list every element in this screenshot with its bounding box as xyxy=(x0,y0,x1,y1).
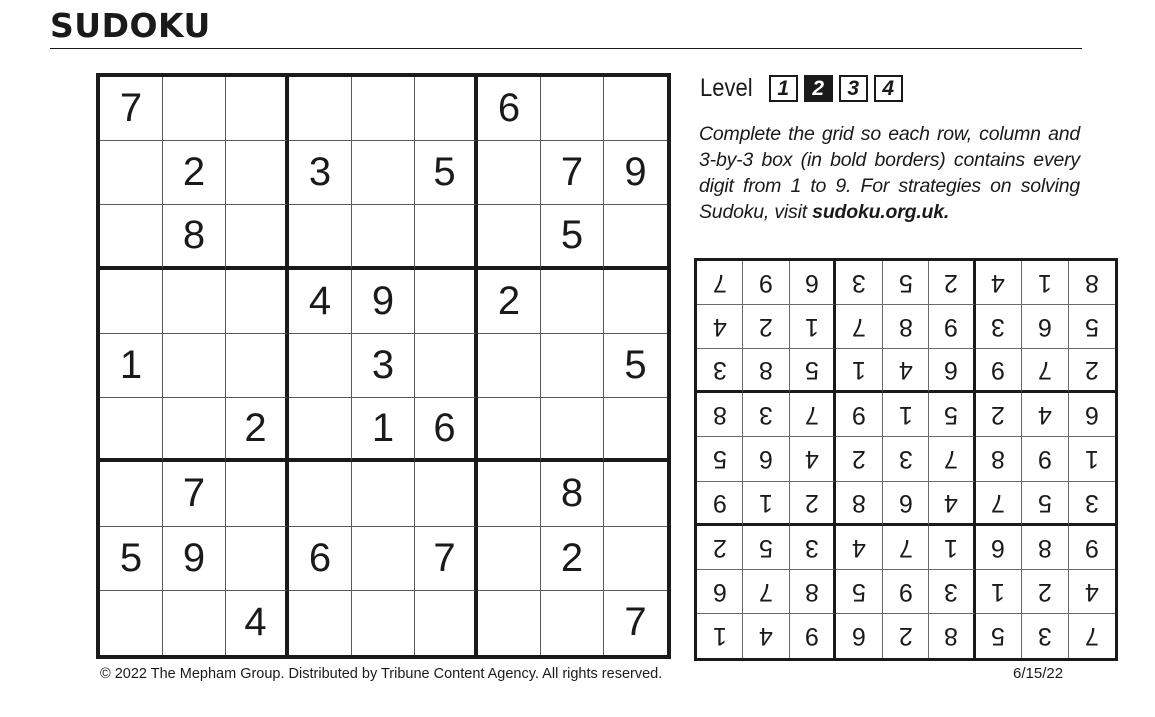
solution-cell xyxy=(836,614,882,658)
solution-cell xyxy=(883,349,929,393)
solution-digit: 3 xyxy=(804,533,819,562)
solution-cell xyxy=(790,305,836,349)
solution-digit: 3 xyxy=(759,401,774,430)
puzzle-cell xyxy=(100,205,163,269)
solution-cell xyxy=(929,349,975,393)
solution-digit: 3 xyxy=(898,445,913,474)
solution-digit: 7 xyxy=(852,313,866,342)
puzzle-cell xyxy=(100,398,163,462)
solution-cell xyxy=(1069,482,1115,526)
solution-cell xyxy=(976,305,1022,349)
solution-cell xyxy=(1022,482,1068,526)
solution-digit: 8 xyxy=(898,313,913,342)
puzzle-cell: 2 xyxy=(541,527,604,591)
solution-cell xyxy=(976,437,1022,481)
puzzle-cell xyxy=(289,334,352,398)
puzzle-cell: 5 xyxy=(100,527,163,591)
solution-digit: 3 xyxy=(712,356,727,385)
puzzle-cell: 5 xyxy=(415,141,478,205)
puzzle-cell: 8 xyxy=(163,205,226,269)
solution-cell xyxy=(929,437,975,481)
solution-cell xyxy=(929,526,975,570)
puzzle-cell: 8 xyxy=(541,462,604,526)
solution-cell xyxy=(697,614,743,658)
puzzle-cell: 9 xyxy=(163,527,226,591)
solution-cell xyxy=(790,437,836,481)
solution-digit: 9 xyxy=(804,622,819,651)
puzzle-cell xyxy=(226,462,289,526)
solution-digit: 8 xyxy=(1037,533,1052,562)
solution-cell xyxy=(1069,570,1115,614)
solution-digit: 1 xyxy=(759,488,774,517)
puzzle-grid xyxy=(96,73,671,659)
solution-digit: 8 xyxy=(991,445,1006,474)
puzzle-cell: 3 xyxy=(289,141,352,205)
puzzle-cell xyxy=(604,462,667,526)
solution-digit: 1 xyxy=(991,577,1006,606)
solution-digit: 9 xyxy=(991,356,1006,385)
solution-digit: 1 xyxy=(852,356,866,385)
solution-digit: 6 xyxy=(712,577,727,606)
puzzle-cell xyxy=(163,398,226,462)
solution-digit: 7 xyxy=(759,577,774,606)
level-option-1: 1 xyxy=(769,75,798,102)
solution-digit: 8 xyxy=(943,622,958,651)
puzzle-cell xyxy=(541,270,604,334)
solution-cell xyxy=(883,570,929,614)
puzzle-cell: 2 xyxy=(163,141,226,205)
puzzle-cell: 7 xyxy=(100,77,163,141)
solution-cell xyxy=(1022,570,1068,614)
solution-digit: 6 xyxy=(943,356,958,385)
solution-cell xyxy=(743,570,789,614)
solution-cell xyxy=(1022,526,1068,570)
solution-digit: 5 xyxy=(852,577,866,606)
puzzle-cell: 7 xyxy=(163,462,226,526)
title-divider xyxy=(50,48,1082,49)
solution-digit: 4 xyxy=(1084,577,1099,606)
puzzle-cell xyxy=(604,205,667,269)
solution-digit: 6 xyxy=(991,533,1006,562)
solution-digit: 8 xyxy=(852,488,866,517)
solution-cell xyxy=(883,482,929,526)
puzzle-cell xyxy=(604,527,667,591)
solution-cell xyxy=(790,526,836,570)
solution-cell xyxy=(976,393,1022,437)
puzzle-cell xyxy=(226,527,289,591)
puzzle-cell xyxy=(226,77,289,141)
puzzle-cell: 6 xyxy=(478,77,541,141)
solution-cell xyxy=(836,437,882,481)
solution-cell xyxy=(929,570,975,614)
solution-digit: 9 xyxy=(852,401,866,430)
difficulty-level xyxy=(700,74,909,103)
solution-cell xyxy=(1022,393,1068,437)
instructions xyxy=(699,121,1080,225)
solution-digit: 2 xyxy=(898,622,913,651)
level-option-2: 2 xyxy=(804,75,833,102)
puzzle-cell: 2 xyxy=(226,398,289,462)
puzzle-cell xyxy=(226,141,289,205)
solution-cell xyxy=(1022,261,1068,305)
solution-digit: 5 xyxy=(759,533,774,562)
solution-cell xyxy=(697,393,743,437)
solution-digit: 9 xyxy=(1084,533,1099,562)
solution-digit: 5 xyxy=(1084,313,1099,342)
solution-digit: 5 xyxy=(898,269,913,298)
solution-cell xyxy=(976,570,1022,614)
solution-cell xyxy=(883,437,929,481)
solution-cell xyxy=(836,482,882,526)
solution-digit: 7 xyxy=(991,488,1006,517)
solution-cell xyxy=(929,305,975,349)
solution-digit: 1 xyxy=(804,313,819,342)
puzzle-cell: 5 xyxy=(604,334,667,398)
solution-digit: 7 xyxy=(943,445,958,474)
puzzle-cell: 1 xyxy=(100,334,163,398)
solution-cell xyxy=(1022,614,1068,658)
puzzle-cell: 3 xyxy=(352,334,415,398)
puzzle-cell: 9 xyxy=(604,141,667,205)
puzzle-cell xyxy=(226,205,289,269)
solution-digit: 9 xyxy=(712,488,727,517)
solution-digit: 7 xyxy=(1037,356,1052,385)
solution-cell xyxy=(743,393,789,437)
solution-cell xyxy=(883,614,929,658)
solution-cell xyxy=(976,526,1022,570)
solution-cell xyxy=(697,349,743,393)
solution-digit: 1 xyxy=(1084,445,1099,474)
puzzle-cell xyxy=(163,334,226,398)
solution-digit: 5 xyxy=(712,445,727,474)
solution-digit: 5 xyxy=(1037,488,1052,517)
solution-digit: 2 xyxy=(943,269,958,298)
solution-cell xyxy=(743,261,789,305)
solution-digit: 6 xyxy=(852,622,866,651)
solution-digit: 7 xyxy=(898,533,913,562)
solution-digit: 4 xyxy=(852,533,866,562)
solution-cell xyxy=(697,526,743,570)
puzzle-cell xyxy=(100,462,163,526)
puzzle-cell xyxy=(478,462,541,526)
puzzle-cell xyxy=(415,205,478,269)
solution-cell xyxy=(790,393,836,437)
solution-digit: 9 xyxy=(759,269,774,298)
puzzle-cell xyxy=(478,398,541,462)
puzzle-cell xyxy=(478,205,541,269)
puzzle-cell xyxy=(163,270,226,334)
solution-cell xyxy=(836,305,882,349)
solution-digit: 6 xyxy=(804,269,819,298)
solution-cell xyxy=(697,437,743,481)
solution-cell xyxy=(743,526,789,570)
puzzle-cell: 9 xyxy=(352,270,415,334)
solution-cell xyxy=(697,305,743,349)
solution-digit: 6 xyxy=(759,445,774,474)
solution-digit: 1 xyxy=(712,622,727,651)
solution-cell xyxy=(743,614,789,658)
solution-digit: 4 xyxy=(759,622,774,651)
solution-cell xyxy=(883,261,929,305)
solution-digit: 5 xyxy=(804,356,819,385)
puzzle-cell xyxy=(604,398,667,462)
solution-digit: 4 xyxy=(898,356,913,385)
puzzle-cell: 7 xyxy=(541,141,604,205)
puzzle-cell xyxy=(289,398,352,462)
solution-cell xyxy=(836,570,882,614)
solution-digit: 1 xyxy=(898,401,913,430)
puzzle-cell xyxy=(100,591,163,655)
puzzle-cell: 7 xyxy=(415,527,478,591)
level-option-4: 4 xyxy=(874,75,903,102)
solution-digit: 6 xyxy=(1084,401,1099,430)
puzzle-cell xyxy=(289,77,352,141)
solution-cell xyxy=(743,349,789,393)
solution-cell xyxy=(1022,437,1068,481)
solution-digit: 8 xyxy=(712,401,727,430)
solution-cell xyxy=(743,482,789,526)
solution-digit: 6 xyxy=(1037,313,1052,342)
page-title: SUDOKU xyxy=(50,6,211,45)
puzzle-cell xyxy=(415,77,478,141)
solution-digit: 9 xyxy=(943,313,958,342)
puzzle-cell: 6 xyxy=(415,398,478,462)
solution-cell xyxy=(929,261,975,305)
solution-cell xyxy=(883,305,929,349)
solution-cell xyxy=(1069,393,1115,437)
puzzle-cell xyxy=(604,77,667,141)
puzzle-cell: 1 xyxy=(352,398,415,462)
puzzle-cell xyxy=(478,591,541,655)
solution-cell xyxy=(836,349,882,393)
puzzle-cell: 4 xyxy=(226,591,289,655)
instructions-link: sudoku.org.uk. xyxy=(812,201,950,223)
puzzle-cell xyxy=(541,334,604,398)
puzzle-cell xyxy=(478,527,541,591)
puzzle-cell xyxy=(415,270,478,334)
solution-digit: 4 xyxy=(712,313,727,342)
publication-date: 6/15/22 xyxy=(1013,665,1064,682)
solution-cell xyxy=(929,393,975,437)
solution-cell xyxy=(976,482,1022,526)
solution-digit: 4 xyxy=(991,269,1006,298)
solution-digit: 7 xyxy=(1084,622,1099,651)
copyright-notice: © 2022 The Mepham Group. Distributed by Tribune Content Agency. All rights reserved. xyxy=(100,666,663,682)
puzzle-cell: 5 xyxy=(541,205,604,269)
solution-digit: 5 xyxy=(943,401,958,430)
puzzle-cell xyxy=(352,141,415,205)
level-option-3: 3 xyxy=(839,75,868,102)
puzzle-cell: 4 xyxy=(289,270,352,334)
puzzle-cell xyxy=(352,462,415,526)
solution-cell xyxy=(743,305,789,349)
solution-cell xyxy=(976,614,1022,658)
puzzle-cell xyxy=(352,77,415,141)
solution-cell xyxy=(697,482,743,526)
solution-cell xyxy=(836,393,882,437)
puzzle-cell xyxy=(478,141,541,205)
puzzle-cell xyxy=(226,334,289,398)
solution-digit: 3 xyxy=(991,313,1006,342)
solution-cell xyxy=(1022,349,1068,393)
puzzle-cell xyxy=(415,462,478,526)
puzzle-cell xyxy=(541,398,604,462)
puzzle-cell xyxy=(100,141,163,205)
solution-cell xyxy=(790,261,836,305)
solution-digit: 6 xyxy=(898,488,913,517)
solution-cell xyxy=(1069,437,1115,481)
solution-cell xyxy=(1069,349,1115,393)
solution-cell xyxy=(836,261,882,305)
puzzle-cell xyxy=(352,205,415,269)
solution-cell xyxy=(1069,261,1115,305)
solution-cell xyxy=(790,349,836,393)
solution-digit: 5 xyxy=(991,622,1006,651)
puzzle-cell xyxy=(100,270,163,334)
puzzle-cell: 6 xyxy=(289,527,352,591)
solution-digit: 8 xyxy=(804,577,819,606)
solution-cell xyxy=(697,570,743,614)
solution-digit: 3 xyxy=(943,577,958,606)
puzzle-cell xyxy=(163,591,226,655)
solution-cell xyxy=(929,482,975,526)
solution-digit: 9 xyxy=(898,577,913,606)
solution-cell xyxy=(790,570,836,614)
solution-digit: 3 xyxy=(1084,488,1099,517)
solution-cell xyxy=(1022,305,1068,349)
solution-digit: 7 xyxy=(712,269,727,298)
solution-digit: 1 xyxy=(1037,269,1052,298)
puzzle-cell xyxy=(226,270,289,334)
solution-cell xyxy=(929,614,975,658)
solution-grid xyxy=(694,258,1118,661)
puzzle-cell xyxy=(541,77,604,141)
solution-digit: 2 xyxy=(804,488,819,517)
puzzle-cell xyxy=(604,270,667,334)
solution-cell xyxy=(790,614,836,658)
puzzle-cell xyxy=(163,77,226,141)
puzzle-cell xyxy=(289,591,352,655)
solution-cell xyxy=(883,393,929,437)
level-label: Level xyxy=(700,74,753,102)
solution-digit: 3 xyxy=(1037,622,1052,651)
solution-cell xyxy=(697,261,743,305)
solution-digit: 8 xyxy=(1084,269,1099,298)
puzzle-cell xyxy=(541,591,604,655)
puzzle-cell xyxy=(478,334,541,398)
solution-digit: 9 xyxy=(1037,445,1052,474)
solution-cell xyxy=(1069,305,1115,349)
solution-digit: 4 xyxy=(804,445,819,474)
puzzle-cell xyxy=(289,205,352,269)
puzzle-cell xyxy=(415,334,478,398)
solution-cell xyxy=(790,482,836,526)
solution-digit: 4 xyxy=(943,488,958,517)
instructions-text: Complete the grid so each row, column and 3-by-3 box (in bold borders) contains every digit from 1 to 9. For strategies on solving Sudoku, visit xyxy=(699,123,1080,223)
solution-digit: 2 xyxy=(712,533,727,562)
solution-digit: 7 xyxy=(804,401,819,430)
solution-digit: 2 xyxy=(1084,356,1099,385)
solution-digit: 2 xyxy=(759,313,774,342)
solution-cell xyxy=(883,526,929,570)
solution-cell xyxy=(1069,614,1115,658)
solution-digit: 4 xyxy=(1037,401,1052,430)
solution-digit: 2 xyxy=(1037,577,1052,606)
solution-cell xyxy=(976,349,1022,393)
solution-digit: 3 xyxy=(852,269,866,298)
puzzle-cell: 7 xyxy=(624,600,647,645)
solution-cell xyxy=(1069,526,1115,570)
puzzle-cell xyxy=(415,591,478,655)
solution-cell xyxy=(836,526,882,570)
solution-digit: 1 xyxy=(943,533,958,562)
puzzle-cell: 2 xyxy=(478,270,541,334)
solution-cell xyxy=(743,437,789,481)
solution-digit: 8 xyxy=(759,356,774,385)
solution-cell xyxy=(976,261,1022,305)
puzzle-cell xyxy=(289,462,352,526)
puzzle-cell xyxy=(352,591,415,655)
solution-digit: 2 xyxy=(991,401,1006,430)
puzzle-cell xyxy=(352,527,415,591)
solution-digit: 2 xyxy=(852,445,866,474)
